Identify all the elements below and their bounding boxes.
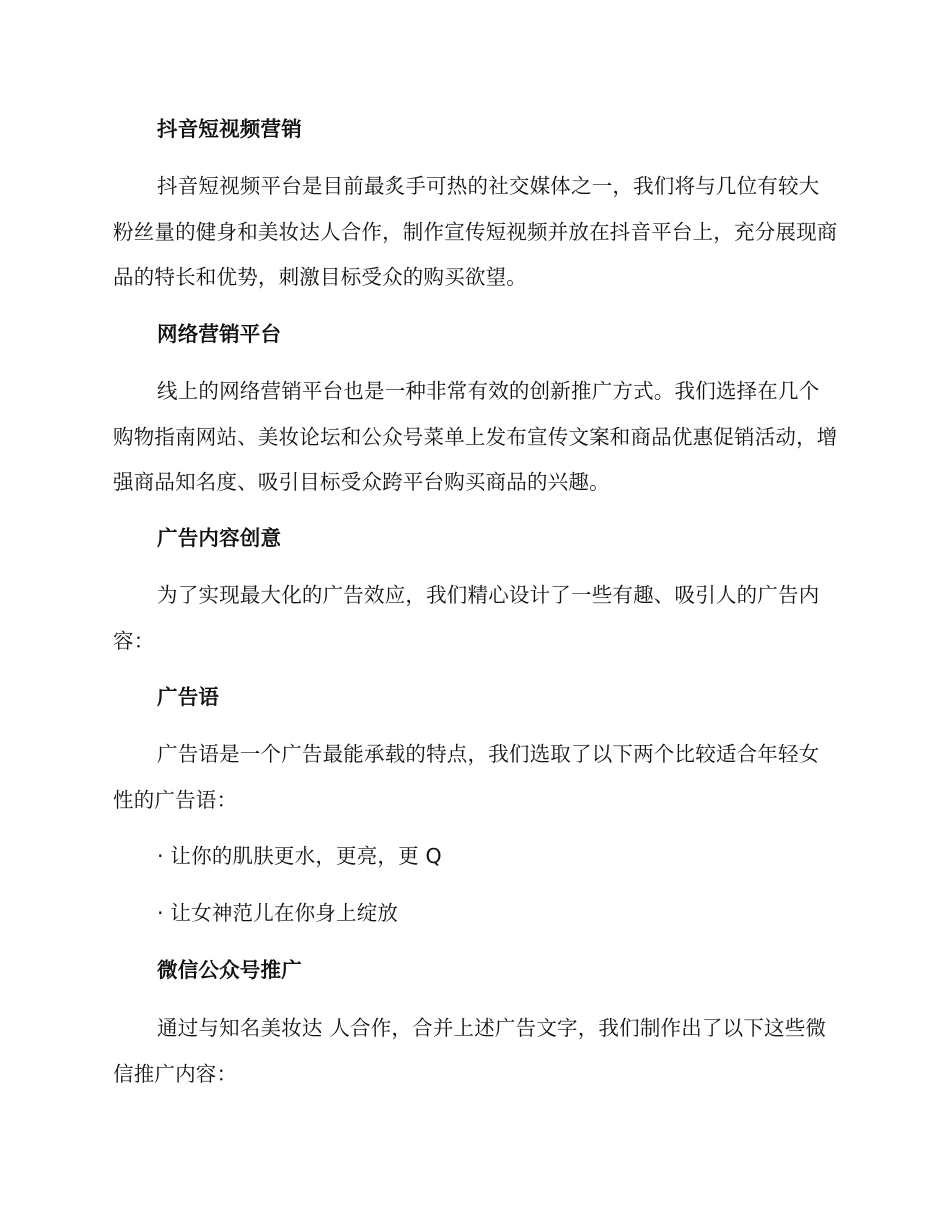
section-paragraph-slogan: 广告语是一个广告最能承载的特点，我们选取了以下两个比较适合年轻女性的广告语： <box>113 742 820 812</box>
section-paragraph-douyin: 抖音短视频平台是目前最炙手可热的社交媒体之一，我们将与几位有较大粉丝量的健身和美妆达人合作，制作宣传短视频并放在抖音平台上，充分展现商品的特长和优势，刺激目标受众的购买欲望。 <box>113 174 838 289</box>
section-heading-ad-creative: 广告内容创意 <box>157 526 282 550</box>
slogan-bullet-item: · 让女神范儿在你身上绽放 <box>157 901 399 925</box>
section-paragraph-ad-creative: 为了实现最大化的广告效应，我们精心设计了一些有趣、吸引人的广告内容： <box>113 583 820 653</box>
section-heading-slogan: 广告语 <box>157 685 220 709</box>
section-heading-douyin: 抖音短视频营销 <box>157 117 302 141</box>
section-paragraph-online-platform: 线上的网络营销平台也是一种非常有效的创新推广方式。我们选择在几个购物指南网站、美妆论坛和公众号菜单上发布宣传文案和商品优惠促销活动，增强商品知名度、吸引目标受众跨平台购买商品的兴趣。 <box>113 379 838 494</box>
section-heading-wechat: 微信公众号推广 <box>157 958 302 982</box>
section-paragraph-wechat: 通过与知名美妆达 人合作，合并上述广告文字，我们制作出了以下这些微信推广内容： <box>113 1016 827 1086</box>
slogan-bullet-item: · 让你的肌肤更水，更亮，更 Q <box>157 844 442 868</box>
section-heading-online-platform: 网络营销平台 <box>157 322 282 346</box>
